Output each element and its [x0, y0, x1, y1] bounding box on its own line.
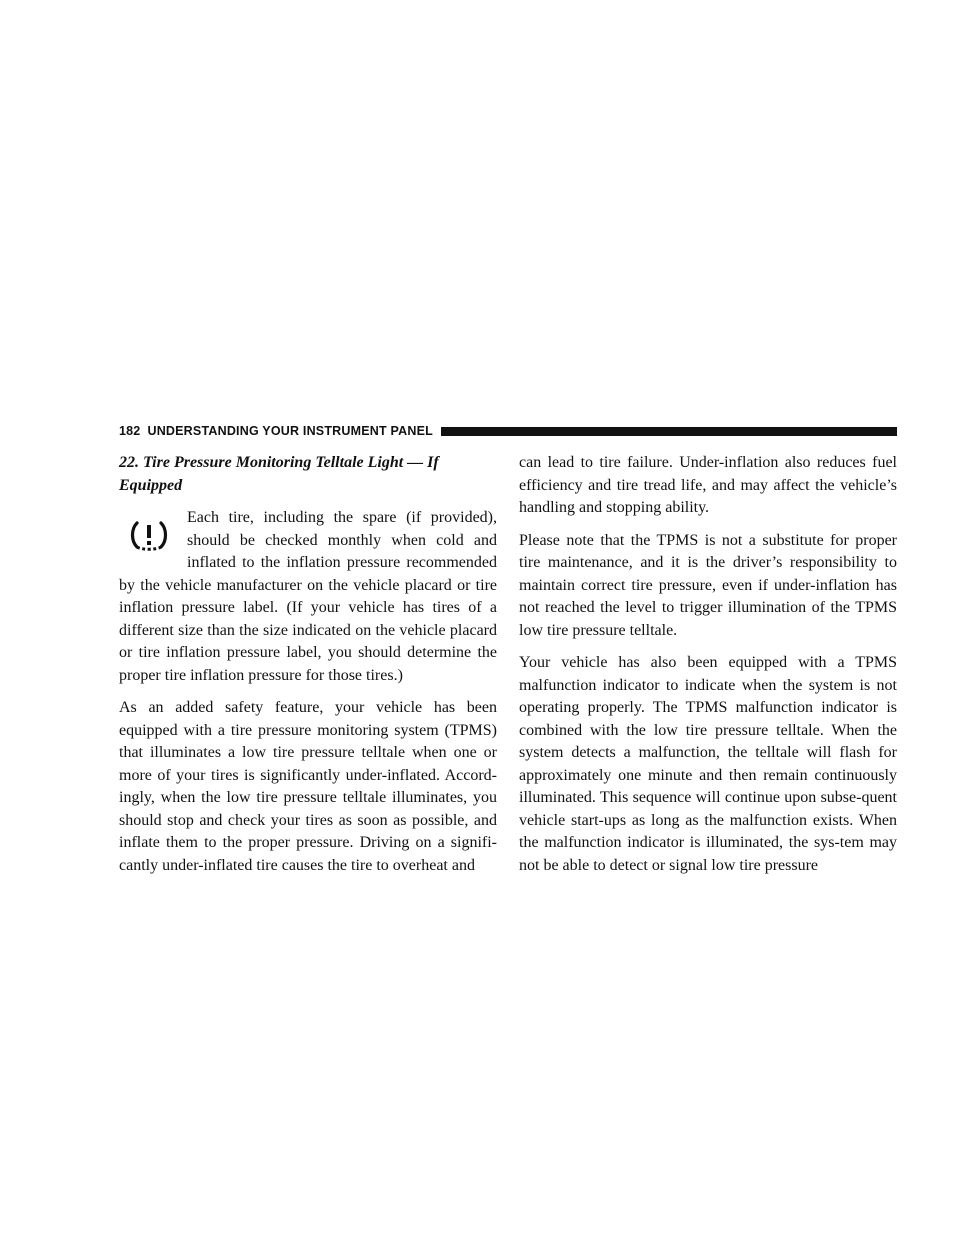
page-number: 182	[119, 424, 141, 438]
left-column	[119, 452, 497, 887]
paragraph-malfunction: Your vehicle has also been equipped with a TPMS malfunction indicator to indicate when the system is not operating properly. The TPMS malfunction indicator is combined with the low tire pressure telltale. When the system detects a malfunction, the telltale will flash for approximately one minute and then remain continuously illuminated. This sequence will continue upon subse-quent vehicle start-ups as long as the malfunction exists. When the malfunction indicator is illuminated, the sys-tem may not be able to detect or signal low tire pressure	[519, 654, 897, 874]
paragraph-tpms-feature: As an added safety feature, your vehicle has been equipped with a tire pressure monitoring system (TPMS) that illuminates a low tire pressure telltale when one or more of your tires is significantly under-inflated. Accord-ingly, when the low tire pressure telltale illuminates, you should stop and check your tires as soon as possible, and inflate them to the proper pressure. Driving on a signifi-cantly under-inflated tire causes the tire to overheat and	[119, 699, 497, 874]
page-header	[119, 421, 897, 441]
tire-pressure-warning-icon	[119, 511, 187, 571]
paragraph-maintenance: Please note that the TPMS is not a substitute for proper tire maintenance, and it is the driver’s responsibility to maintain correct tire pressure, even if under-inflation has not reached the level to trigger illumination of the TPMS low tire pressure telltale.	[519, 531, 897, 639]
section-heading: 22. Tire Pressure Monitoring Telltale Light — If Equipped	[119, 454, 439, 494]
paragraph-tire-check: Each tire, including the spare (if provided), should be checked monthly when cold and inflated to the inflation pressure recommended by the vehicle manufacturer on the vehicle placard or tire inflation pressure label. (If your vehicle has tires of a different size than the size indicated on the vehicle placard or tire inflation pressure label, you should determine the proper tire inflation pressure for those tires.)	[119, 509, 497, 684]
paragraph-under-inflation: can lead to tire failure. Under-inflation also reduces fuel efficiency and tire tread life, and may affect the vehicle’s handling and stopping ability.	[519, 454, 897, 516]
section-title: UNDERSTANDING YOUR INSTRUMENT PANEL	[147, 424, 433, 438]
right-column	[519, 452, 897, 887]
header-rule	[441, 427, 897, 436]
